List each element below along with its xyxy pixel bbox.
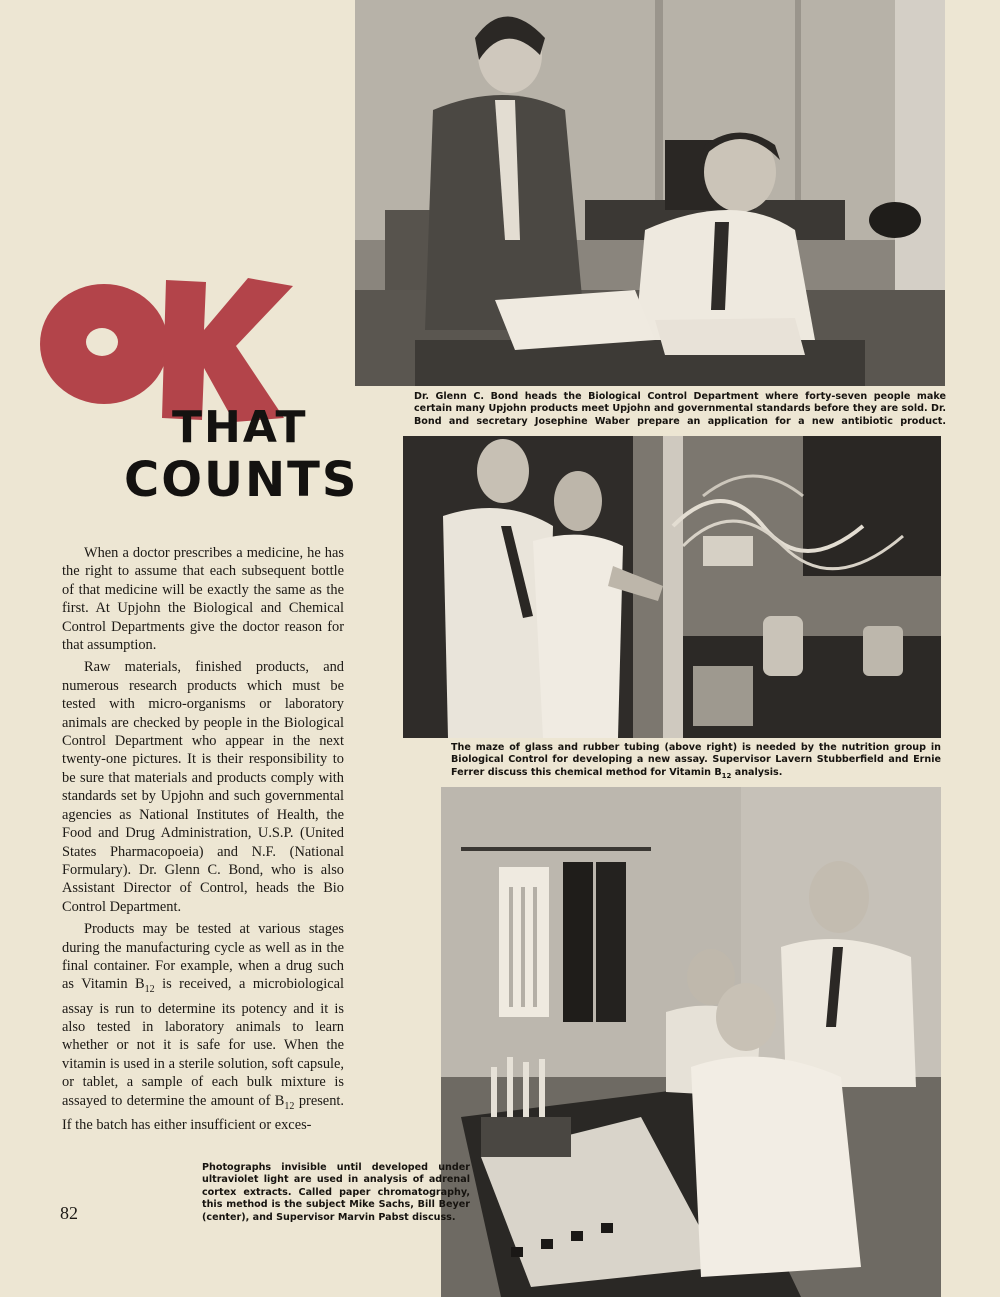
body-paragraph-1: When a doctor prescribes a medicine, he has the right to assume that each subsequent bottle of that medicine will be exactly the same as the first. At Upjohn the Biological and Chemical Control Departments give the doctor reason for that assumption. bbox=[62, 545, 344, 654]
caption-photo-2: The maze of glass and rubber tubing (above right) is needed by the nutrition group in Biological Control for developing a new assay. Supervisor Lavern Stubberfield and Ernie Ferrer discuss this chemical method for Vitamin $B_{12}$ analysis. bbox=[451, 742, 941, 780]
title-line-counts: COUNTS bbox=[124, 452, 359, 508]
article-body bbox=[62, 544, 344, 1138]
page-number: 82 bbox=[60, 1203, 78, 1223]
caption-photo-3: Photographs invisible until developed under ultraviolet light are used in analysis of adrenal cortex extracts. Called paper chromatography, this method is the subject Mike Sachs, Bill Beyer (center), and Supervisor Marvin Pabst discuss. bbox=[202, 1162, 470, 1223]
photo-office-scene bbox=[355, 0, 945, 386]
body-paragraph-3: Products may be tested at various stages during the manufacturing cycle as well as in the final container. For example, when a drug such as Vitamin $B_{12}$ is received, a microbiological assay is run to determine its potency and it is also tested in laboratory animals to learn whether or not it is safe for use. When the vitamin is used in a sterile solution, soft capsule, or tablet, a sample of each bulk mixture is assayed to determine the amount of $B_{12}$ present. If the batch has either insufficient or exces- bbox=[62, 921, 344, 1133]
photo-paper-chromatography bbox=[441, 787, 941, 1297]
caption-photo-1: Dr. Glenn C. Bond heads the Biological Control Department where forty-seven people make certain many Upjohn products meet Upjohn and governmental standards before they are sold. Dr. Bond and secretary Josephine Waber prepare an application for a new antibiotic product. bbox=[414, 391, 946, 427]
title-line-that: THAT bbox=[172, 402, 308, 453]
photo-lab-tubing bbox=[403, 436, 941, 738]
body-paragraph-2: Raw materials, finished products, and numerous research products which must be tested with micro-organisms or laboratory animals are checked by people in the Biological Control Department who appear in the next twenty-one pictures. It is their responsibility to be sure that materials and products comply with standards set by Upjohn and such governmental agencies as National Institutes of Health, the Food and Drug Administration, U.S.P. (United States Pharmacopoeia) and N.F. (National Formulary). Dr. Glenn C. Bond, who is also Assistant Director of Control, heads the Bio Control Department. bbox=[62, 659, 344, 915]
